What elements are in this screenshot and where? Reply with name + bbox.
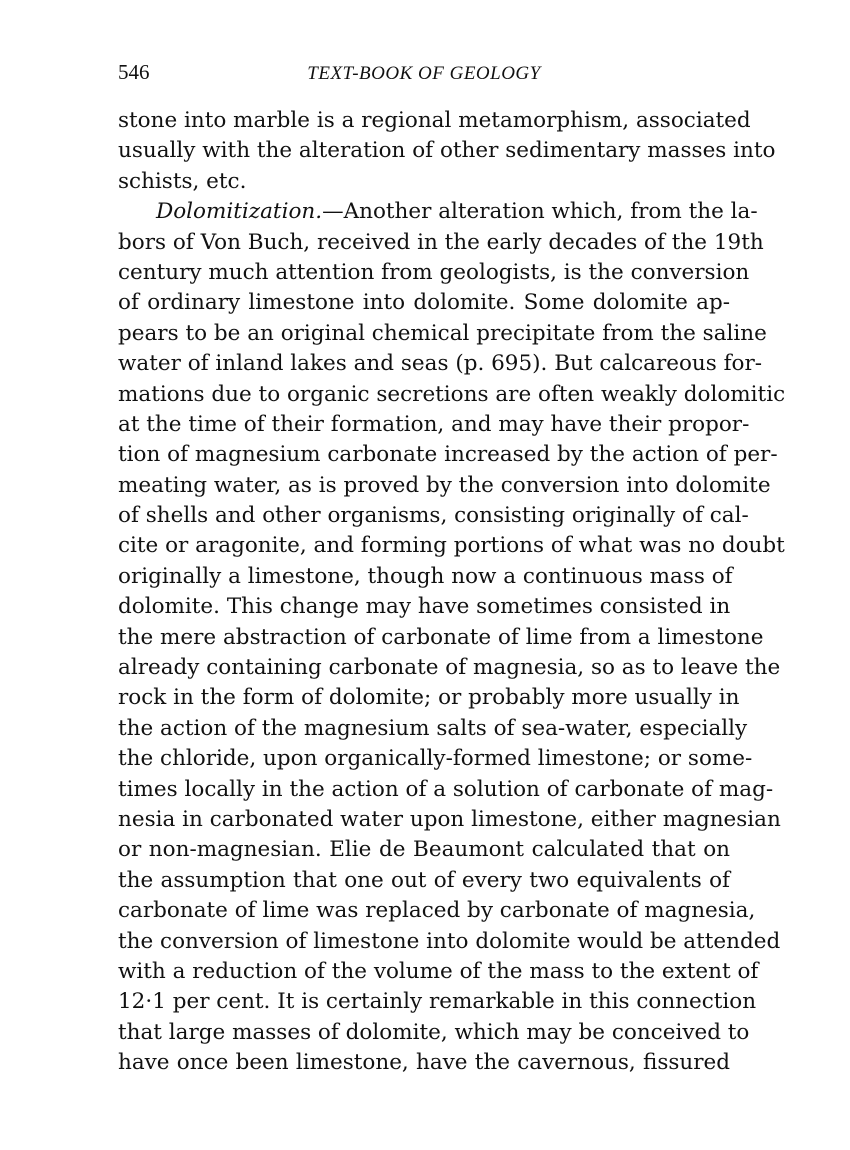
text-line: 12·1 per cent. It is certainly remarkable in this connection [118, 989, 757, 1015]
text-line: schists, etc. [118, 168, 247, 194]
text-line: the chloride, upon organically-formed limestone; or some- [118, 746, 753, 772]
running-head [118, 60, 730, 90]
text-line: times locally in the action of a solution of carbonate of mag- [118, 776, 774, 802]
text-line: or non-magnesian. Elie de Beaumont calculated that on [118, 837, 730, 863]
text-line: century much attention from geologists, is the conversion [118, 259, 750, 285]
text-line: water of inland lakes and seas (p. 695). But calcareous for- [118, 351, 763, 377]
text-line: cite or aragonite, and forming portions of what was no doubt [118, 533, 785, 559]
text-line: with a reduction of the volume of the mass to the extent of [118, 958, 759, 984]
text-line: have once been limestone, have the cavernous, fissured [118, 1050, 730, 1076]
paragraph-first-line [118, 197, 758, 227]
text-line: the mere abstraction of carbonate of lime from a limestone [118, 624, 764, 650]
text-line: pears to be an original chemical precipitate from the saline [118, 320, 767, 346]
text-line: of shells and other organisms, consisting originally of cal- [118, 503, 749, 529]
text-line: dolomite. This change may have sometimes consisted in [118, 594, 731, 620]
text-line: the conversion of limestone into dolomite would be attended [118, 928, 781, 954]
page-number: 546 [118, 60, 150, 84]
running-title: TEXT-BOOK OF GEOLOGY [307, 63, 541, 84]
text-line: bors of Von Buch, received in the early decades of the 19th [118, 229, 764, 255]
text-line: the assumption that one out of every two equivalents of [118, 867, 730, 893]
text-line: tion of magnesium carbonate increased by the action of per- [118, 442, 778, 468]
text-line: of ordinary limestone into dolomite. Some dolomite ap- [118, 290, 730, 316]
text-line: nesia in carbonated water upon limestone, either magnesian [118, 806, 781, 832]
text-fragment: —Another alteration which, from the la- [322, 199, 758, 225]
text-line [118, 1079, 730, 1109]
text-line: meating water, as is proved by the conversion into dolomite [118, 472, 771, 498]
text-line: that large masses of dolomite, which may be conceived to [118, 1019, 750, 1045]
text-line: stone into marble is a regional metamorphism, associated [118, 108, 751, 133]
text-line: the action of the magnesium salts of sea-water, especially [118, 715, 748, 741]
text-line: at the time of their formation, and may have their propor- [118, 411, 750, 437]
text-line: rock in the form of dolomite; or probably more usually in [118, 685, 740, 711]
body-text [118, 106, 786, 1109]
text-line: usually with the alteration of other sedimentary masses into [118, 138, 776, 164]
section-heading: Dolomitization. [156, 199, 323, 225]
text-line: originally a limestone, though now a continuous mass of [118, 563, 733, 589]
text-line: mations due to organic secretions are often weakly dolomitic [118, 381, 786, 407]
text-line: already containing carbonate of magnesia, so as to leave the [118, 655, 781, 681]
text-line: carbonate of lime was replaced by carbonate of magnesia, [118, 898, 756, 924]
